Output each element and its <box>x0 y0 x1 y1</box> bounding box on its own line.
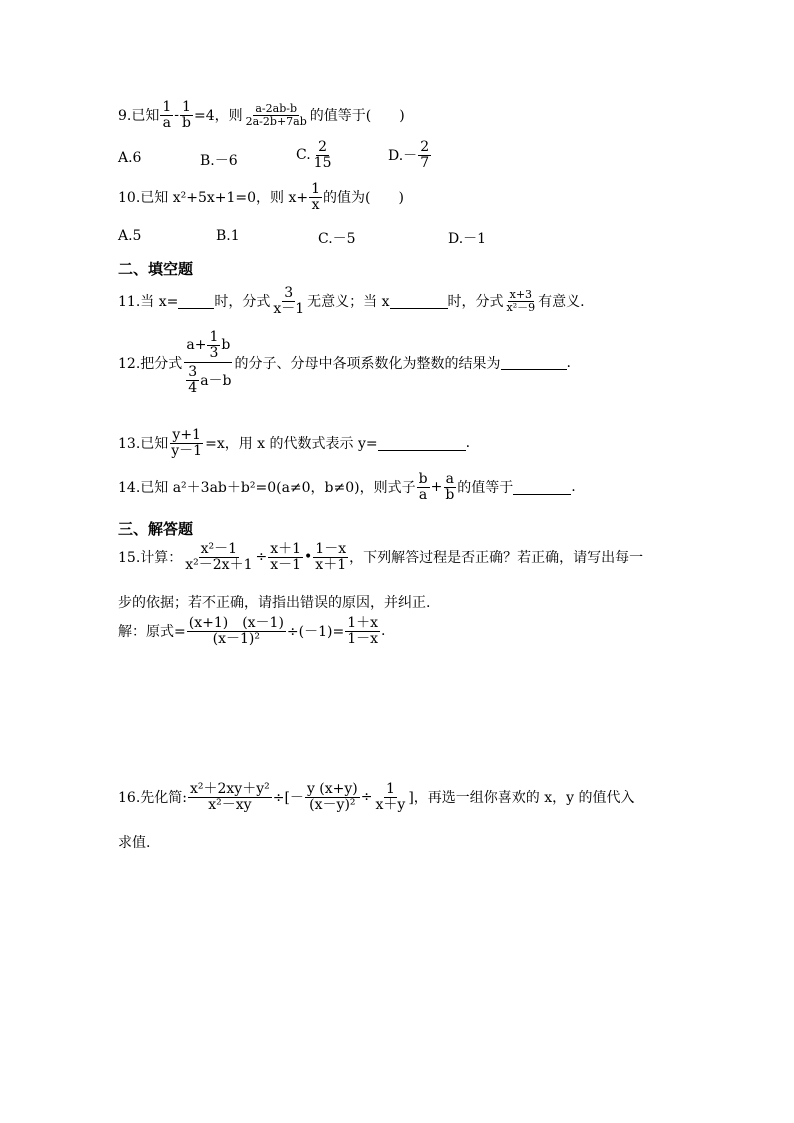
question-14: 14.已知 a²＋3ab＋b²=0(a≠0，b≠0)，则式子 $\frac{b}{a}$ + $\frac{a}{b}$ 的值等于 . <box>118 471 576 503</box>
question-15: 15.计算： $\frac{\text{x²－1}}{\text{x²－2x＋1}}$ ÷ $\frac{x+1}{x-1}$ • $\frac{1-x}{x+1}$ ，下列解答过程是否正确？若正确，请写出每一 <box>118 541 644 573</box>
q9-suffix: 的值等于( ) <box>309 108 405 125</box>
q10-option-c: C.－5 <box>318 231 356 247</box>
q9-fraction-1: $\frac{1}{a}$ <box>162 99 172 131</box>
question-10: 10.已知 x²+5x+1=0，则 x+ $\frac{1}{x}$ 的值为( ) <box>118 181 404 213</box>
q9-option-b: B.－6 <box>200 153 238 169</box>
question-16: 16.先化简: $\frac{\text{x²＋2xy＋y²}}{\text{x²－xy}}$ ÷[－ $\frac{y (x+y)}{\text{(x－y)²}}$ ÷ $\frac{1}{x+y}$ ]，再选一组你喜欢的 x，y 的值代入 <box>118 781 635 813</box>
q10-option-a: A.5 <box>118 228 142 244</box>
q9-option-d: D.－ $\frac{2}{7}$ <box>388 139 430 171</box>
q12-blank[interactable] <box>501 355 567 370</box>
q11-blank-2[interactable] <box>390 294 448 309</box>
q10-fraction: $\frac{1}{x}$ <box>311 181 321 213</box>
q9-fraction-3: $\frac{a-2ab-b}{2a-2b+7ab}$ <box>245 102 307 128</box>
section-heading-answer: 三、解答题 <box>118 520 194 538</box>
question-13: 13.已知 $\frac{y+1}{y-1}$ =x，用 x 的代数式表示 y= . <box>118 427 471 459</box>
q13-blank[interactable] <box>378 436 466 451</box>
question-12: 12.把分式 a+ $\frac{1}{3}$ b $\frac{3}{4}$ a－b 的分子、分母中各项系数化为整数的结果为 . <box>118 329 571 397</box>
q15-line-2: 步的依据；若不正确，请指出错误的原因，并纠正. <box>118 595 431 611</box>
q16-line-2: 求值. <box>118 835 151 851</box>
q12-complex-fraction: a+ $\frac{1}{3}$ b $\frac{3}{4}$ a－b <box>186 329 232 397</box>
q9-prefix: 9.已知 <box>118 108 160 125</box>
question-9: 9.已知 $\frac{1}{a}$ - $\frac{1}{b}$ =4，则 $\frac{a-2ab-b}{2a-2b+7ab}$ 的值等于( ) <box>118 99 405 131</box>
q10-option-b: B.1 <box>216 228 240 244</box>
q15-solution: 解：原式= $\frac{(x+1) (x-1)}{\text{(x－1)²}}$ ÷(－1)= $\frac{1+x}{1-x}$ . <box>118 615 386 647</box>
q11-blank-1[interactable] <box>178 294 214 309</box>
section-heading-fill-in: 二、填空题 <box>118 260 194 278</box>
q9-option-c: C. $\frac{2}{15}$ <box>296 139 332 171</box>
question-11: 11.当 x= 时，分式 $\frac{3}{x-1}$ 无意义；当 x 时，分式 $\frac{x+3}{\text{x²－9}}$ 有意义. <box>118 285 585 317</box>
q10-option-d: D.－1 <box>448 231 487 247</box>
q9-option-a: A.6 <box>118 150 142 166</box>
q9-fraction-2: $\frac{1}{b}$ <box>182 99 191 131</box>
q14-blank[interactable] <box>513 480 571 495</box>
